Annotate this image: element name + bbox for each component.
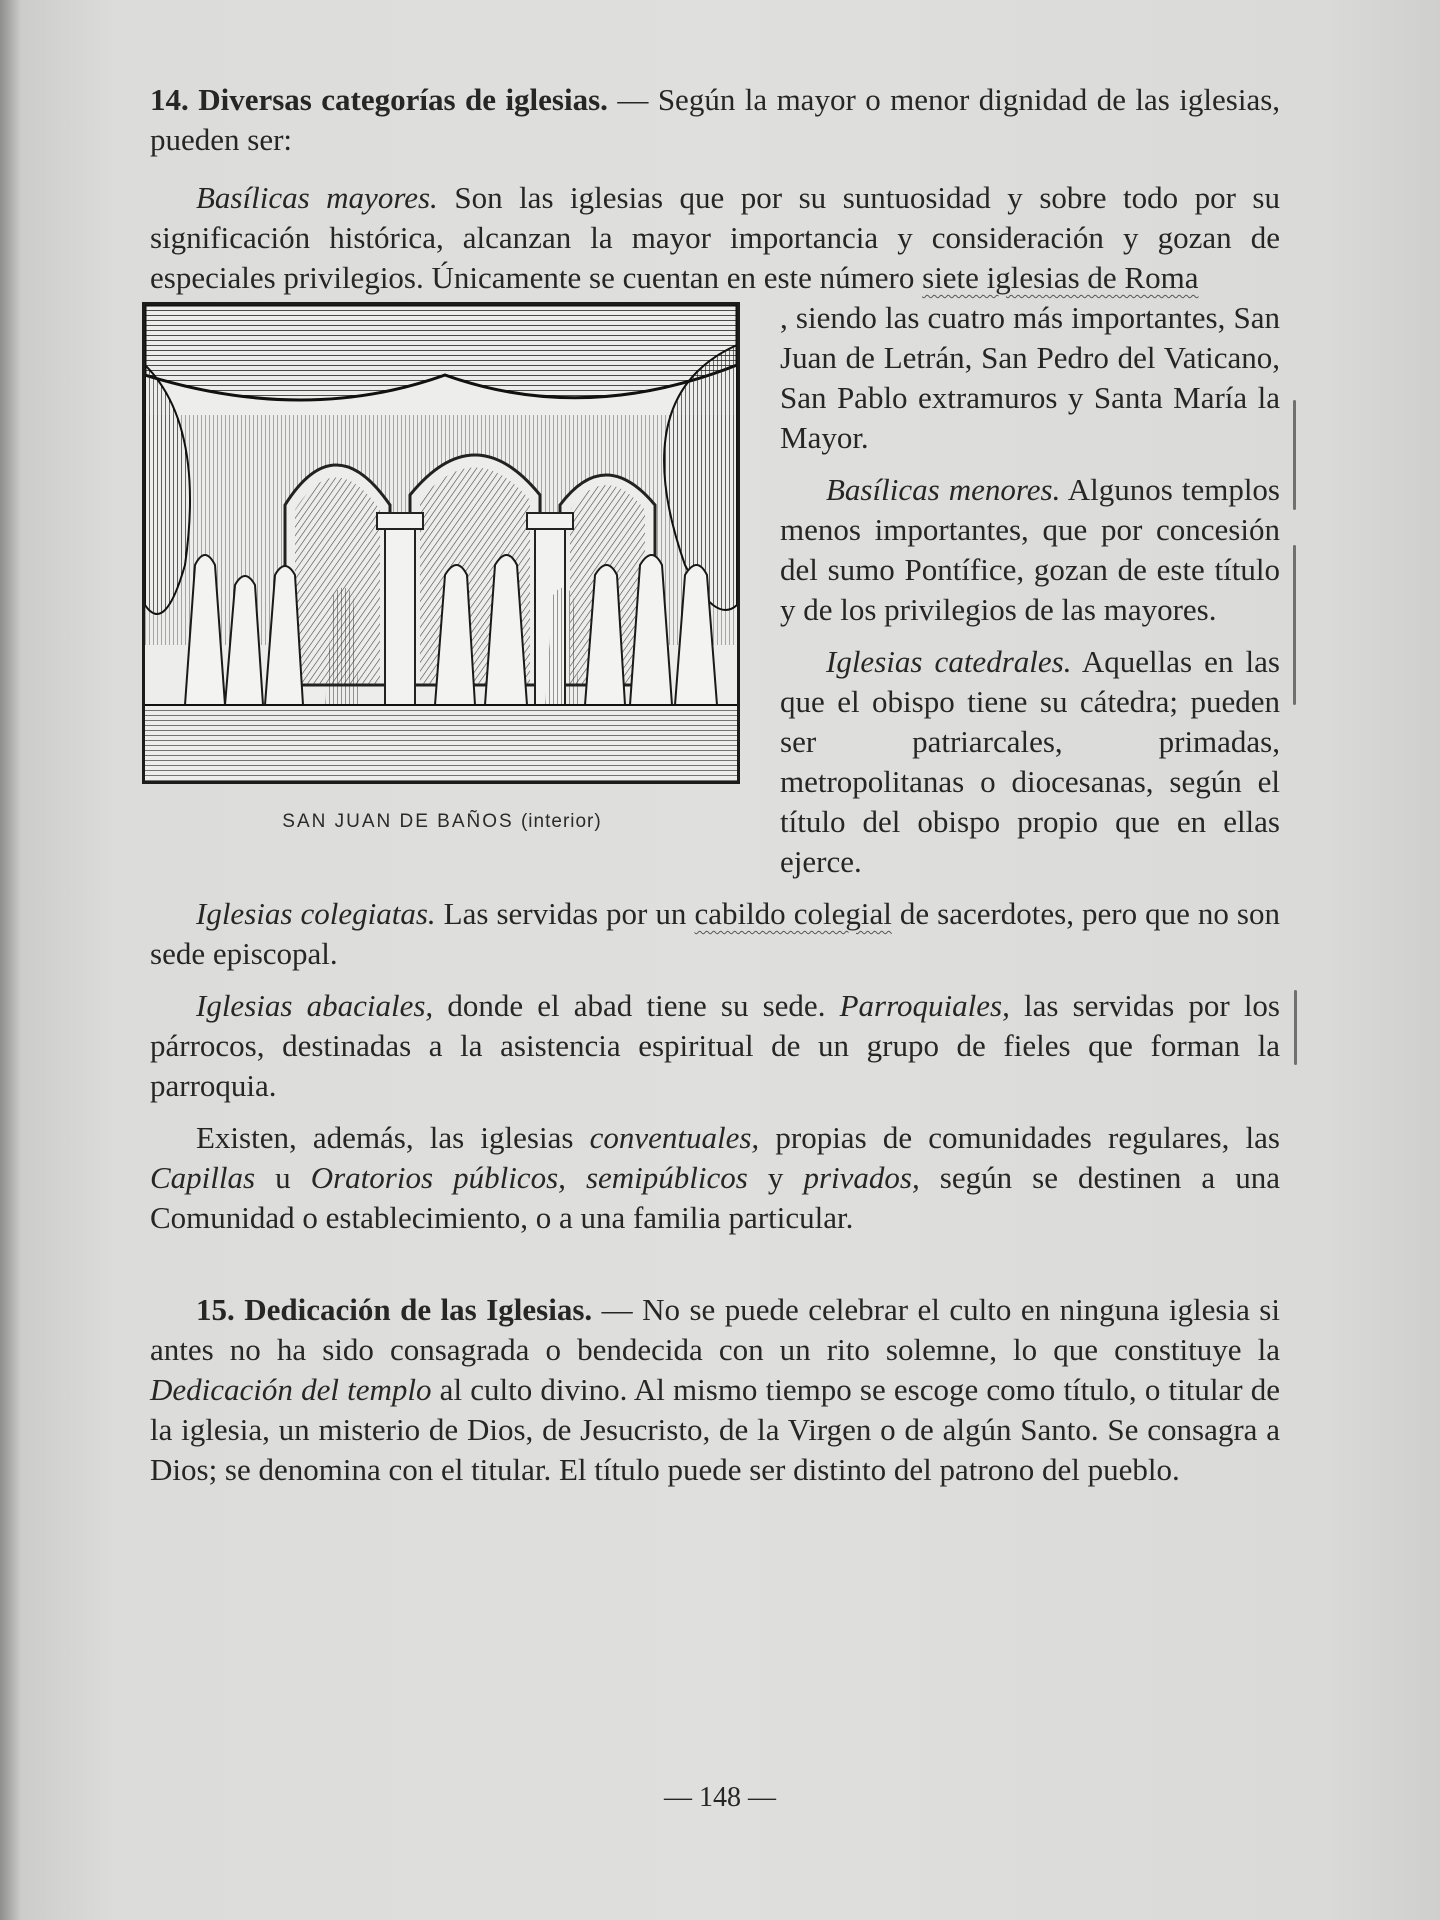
existen-t3: u [255, 1160, 311, 1195]
existen-t2: propias de comunidades regulares, las [759, 1120, 1280, 1155]
iglesias-abaciales-text-a: donde el abad tiene su sede. [433, 988, 840, 1023]
basilicas-menores-text: Algunos templos menos importantes, que por concesión del sumo Pontífice, gozan de este título y de los privilegios de las mayores. [780, 472, 1280, 627]
basilicas-mayores-text-b: , siendo las cuatro más importantes, San Juan de Letrán, San Pedro del Vaticano, San Pablo extramuros y Santa María la Mayor. [780, 300, 1280, 455]
term-iglesias-colegiatas: Iglesias colegiatas. [196, 896, 436, 931]
engraving-illustration [145, 305, 737, 781]
paragraph-basilicas-mayores [150, 178, 1280, 298]
section-15-text-a: — No se puede celebrar el culto en ninguna iglesia si antes no ha sido consagrada o bendecida con un rito solemne, lo que constituye la [150, 1292, 1280, 1367]
page-body [150, 80, 1280, 1490]
term-iglesias-abaciales: Iglesias abaciales, [196, 988, 434, 1023]
caption-parenthetical: (interior) [520, 811, 602, 832]
section-15-heading: Dedicación de las Iglesias. [244, 1292, 593, 1327]
existen-i4: privados, [803, 1160, 920, 1195]
pencil-margin-mark [1293, 400, 1296, 510]
iglesias-colegiatas-text-a: Las servidas por un [435, 896, 695, 931]
existen-t1: Existen, además, las iglesias [196, 1120, 590, 1155]
section-15-italic: Dedicación del templo [150, 1372, 432, 1407]
iglesias-colegiatas-text-b: de sacerdotes, pero que no son sede episcopal. [150, 896, 1280, 971]
section-15-text-b: al culto divino. Al mismo tiempo se escoge como título, o titular de la iglesia, un misterio de Dios, de Jesucristo, de la Virgen o de algún Santo. Se consagra a Dios; se denomina con el titular. El título puede ser distinto del patrono del pueblo. [150, 1372, 1280, 1487]
iglesias-catedrales-text: Aquellas en las que el obispo tiene su cátedra; pueden ser patriarcales, primadas, metropolitanas o diocesanas, según el título del obispo propio que en ellas ejerce. [780, 644, 1280, 879]
iglesias-abaciales-text-b: las servidas por los párrocos, destinadas a la asistencia espiritual de un grupo de fieles que forman la parroquia. [150, 988, 1280, 1103]
basilicas-mayores-text-a: Son las iglesias que por su suntuosidad y sobre todo por su significación histórica, alcanzan la mayor importancia y consideración y gozan de especiales privilegios. Únicamente se cuentan en este número [150, 180, 1280, 295]
section-14-heading: Diversas categorías de iglesias. [198, 82, 608, 117]
existen-t5: según se destinen a una Comunidad o establecimiento, o a una familia particular. [150, 1160, 1280, 1235]
term-basilicas-menores: Basílicas menores. [826, 472, 1061, 507]
paragraph-existen [150, 1118, 1280, 1238]
underlined-siete-iglesias: siete iglesias de Roma [922, 260, 1199, 295]
section-14-intro-text: — Según la mayor o menor dignidad de las iglesias, pueden ser: [150, 82, 1281, 157]
pencil-margin-mark [1293, 545, 1296, 705]
paragraph-iglesias-abaciales [150, 986, 1280, 1106]
term-basilicas-mayores: Basílicas mayores. [196, 180, 438, 215]
pencil-margin-mark [1294, 990, 1297, 1065]
section-15-paragraph [150, 1290, 1280, 1490]
page-number: — 148 — [664, 1782, 776, 1813]
underlined-cabildo-colegial: cabildo colegial [694, 896, 892, 931]
caption-main: SAN JUAN DE BAÑOS [282, 811, 514, 832]
existen-i2: Capillas [150, 1160, 256, 1195]
paragraph-iglesias-colegiatas [150, 894, 1280, 974]
illustration-san-juan-de-banos [142, 302, 740, 784]
section-14-intro [150, 80, 1280, 160]
term-iglesias-catedrales: Iglesias catedrales. [826, 644, 1072, 679]
figure-caption [142, 802, 742, 842]
section-14-number: 14. [150, 82, 189, 117]
page-gutter-shadow [0, 0, 22, 1920]
section-15-number: 15. [196, 1292, 235, 1327]
existen-t4: y [747, 1160, 804, 1195]
existen-i3: Oratorios públicos, semipúblicos [310, 1160, 748, 1195]
term-parroquiales: Parroquiales, [839, 988, 1010, 1023]
figure-block [142, 302, 742, 842]
existen-i1: conventuales, [589, 1120, 760, 1155]
